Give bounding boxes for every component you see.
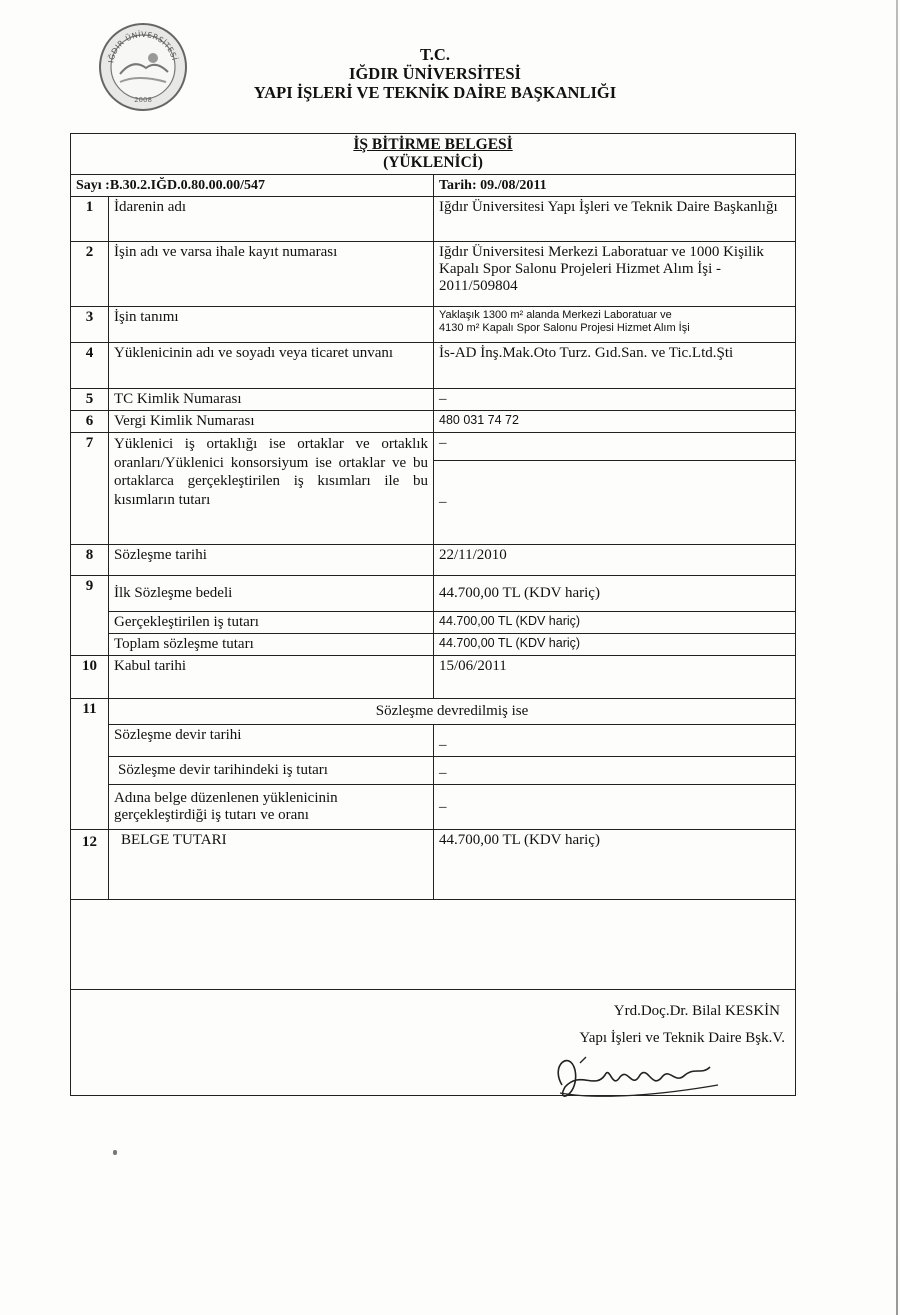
header-line-university: IĞDIR ÜNİVERSİTESİ [349, 64, 521, 83]
document-header [225, 45, 645, 102]
table-row [71, 197, 796, 242]
row-label: BELGE TUTARI [109, 830, 434, 900]
row-number: 1 [71, 197, 109, 242]
header-line-tc: T.C. [420, 45, 450, 64]
row-value: 15/06/2011 [434, 656, 796, 699]
signatory-title: Yapı İşleri ve Teknik Daire Bşk.V. [579, 1030, 785, 1046]
university-seal-icon [98, 22, 188, 112]
table-row [71, 757, 796, 785]
scan-speck [113, 1150, 117, 1155]
row-label: Sözleşme tarihi [109, 545, 434, 576]
table-row [71, 725, 796, 757]
row-label: İşin adı ve varsa ihale kayıt numarası [109, 242, 434, 307]
table-row [71, 830, 796, 900]
row-value-line: 4130 m² Kapalı Spor Salonu Projesi Hizmet Alım İşi [439, 322, 690, 334]
row-number: 5 [71, 389, 109, 411]
row-number: 6 [71, 411, 109, 433]
row-value: 44.700,00 TL (KDV hariç) [434, 830, 796, 900]
header-line-department: YAPI İŞLERİ VE TEKNİK DAİRE BAŞKANLIĞI [253, 83, 617, 102]
sayi-field: Sayı :B.30.2.IĞD.0.80.00.00/547 [71, 175, 434, 197]
row-value-line: Yaklaşık 1300 m² alanda Merkezi Laboratuar ve [439, 309, 672, 321]
row-number: 7 [71, 433, 109, 545]
row-label: Kabul tarihi [109, 656, 434, 699]
table-row [71, 433, 796, 461]
table-row [71, 634, 796, 656]
row-label: Sözleşme devir tarihi [109, 725, 434, 757]
row-value: 480 031 74 72 [434, 411, 796, 433]
row-label: Yüklenici iş ortaklığı ise ortaklar ve ortaklık oranları/Yüklenici konsorsiyum ise ortaklar ve bu ortaklarca gerçekleştirilen iş kısımları ile bu kısımların tutarı [109, 433, 434, 545]
row-label: Adına belge düzenlenen yüklenicinin gerçekleştirdiği iş tutarı ve oranı [109, 785, 434, 830]
row-value: 22/11/2010 [434, 545, 796, 576]
row-value: 44.700,00 TL (KDV hariç) [434, 576, 796, 612]
row-label: Vergi Kimlik Numarası [109, 411, 434, 433]
table-row [71, 699, 796, 725]
table-row [71, 545, 796, 576]
row-value [434, 307, 796, 343]
row-label: TC Kimlik Numarası [109, 389, 434, 411]
row-label: İşin tanımı [109, 307, 434, 343]
handwritten-signature-icon [540, 1045, 730, 1110]
row-number: 9 [71, 576, 109, 656]
row-number: 12 [71, 830, 109, 900]
row-number: 4 [71, 343, 109, 389]
row-label: Toplam sözleşme tutarı [109, 634, 434, 656]
table-row [71, 576, 796, 612]
row-value: – [434, 433, 796, 461]
row-label: İlk Sözleşme bedeli [109, 576, 434, 612]
seal-text: IĞDIR ÜNİVERSİTESİ [106, 29, 180, 64]
table-row [71, 307, 796, 343]
signatory-name: Yrd.Doç.Dr. Bilal KESKİN [613, 1003, 780, 1019]
section-header: Sözleşme devredilmiş ise [109, 699, 796, 725]
row-value: 44.700,00 TL (KDV hariç) [434, 634, 796, 656]
row-label: İdarenin adı [109, 197, 434, 242]
page-edge [896, 0, 898, 1315]
row-number: 10 [71, 656, 109, 699]
table-row [71, 343, 796, 389]
sayi-tarih-row [71, 175, 796, 197]
row-label: Sözleşme devir tarihindeki iş tutarı [109, 757, 434, 785]
tarih-field: Tarih: 09./08/2011 [434, 175, 796, 197]
blank-cell [71, 900, 796, 990]
title-row [71, 134, 796, 175]
row-label: Gerçekleştirilen iş tutarı [109, 612, 434, 634]
row-number: 2 [71, 242, 109, 307]
table-row [71, 612, 796, 634]
table-row [71, 656, 796, 699]
table-row [71, 411, 796, 433]
row-value: İs-AD İnş.Mak.Oto Turz. Gıd.San. ve Tic.Ltd.Şti [434, 343, 796, 389]
row-value: – [434, 757, 796, 785]
table-row [71, 785, 796, 830]
row-number: 8 [71, 545, 109, 576]
row-number: 11 [71, 699, 109, 830]
document-title: İŞ BİTİRME BELGESİ [353, 136, 513, 153]
row-value: – [434, 725, 796, 757]
document-subtitle: (YÜKLENİCİ) [383, 154, 483, 171]
row-label: Yüklenicinin adı ve soyadı veya ticaret unvanı [109, 343, 434, 389]
table-row [71, 389, 796, 411]
row-value: Iğdır Üniversitesi Merkezi Laboratuar ve 1000 Kişilik Kapalı Spor Salonu Projeleri Hizmet Alım İşi - 2011/509804 [434, 242, 796, 307]
title-cell [71, 134, 796, 175]
seal-year: 2008 [134, 96, 152, 104]
row-value: 44.700,00 TL (KDV hariç) [434, 612, 796, 634]
row-value: – [434, 785, 796, 830]
row-value: – [434, 389, 796, 411]
table-row [71, 242, 796, 307]
blank-row [71, 900, 796, 990]
row-value: – [434, 461, 796, 545]
row-value: Iğdır Üniversitesi Yapı İşleri ve Teknik Daire Başkanlığı [434, 197, 796, 242]
row-number: 3 [71, 307, 109, 343]
certificate-table [70, 133, 796, 1096]
